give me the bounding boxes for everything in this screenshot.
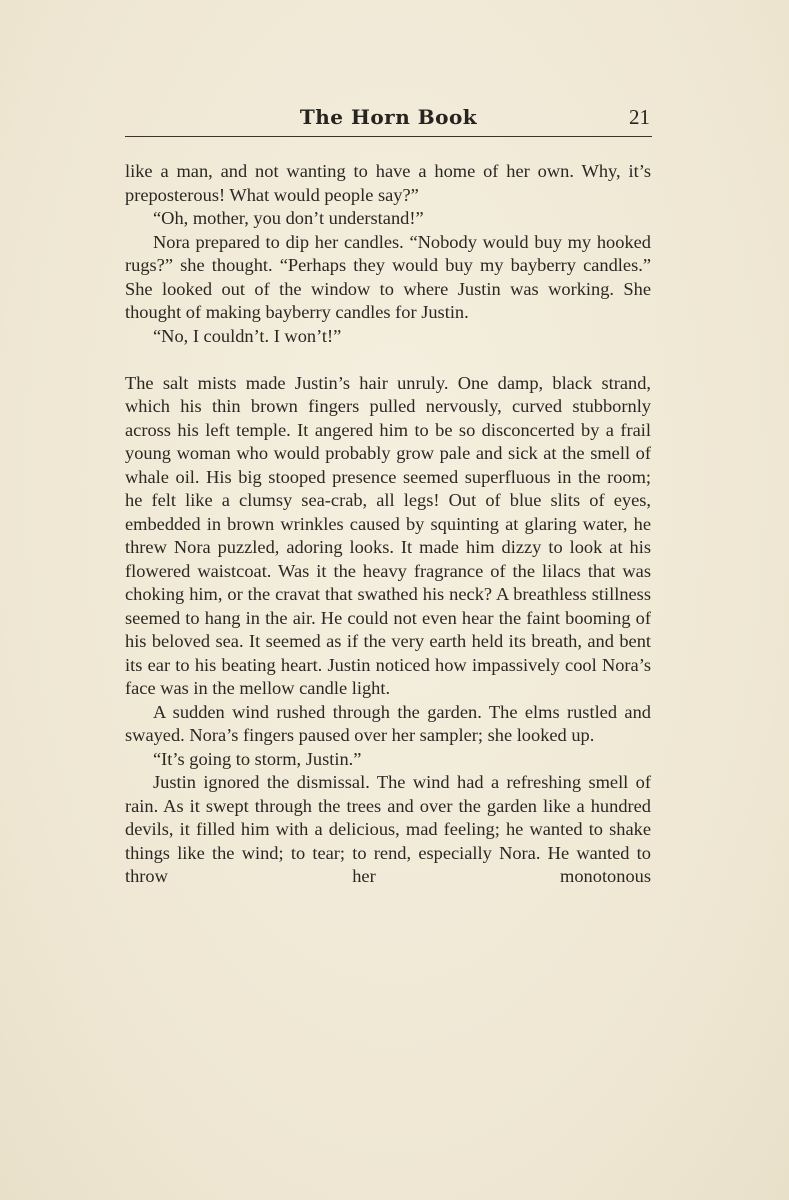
running-head <box>125 103 652 133</box>
paragraph: “Oh, mother, you don’t understand!” <box>153 208 424 228</box>
page-number: 21 <box>629 105 650 129</box>
paragraph: Justin ignored the dismissal. The wind had a refreshing smell of rain. As it swept through the trees and over the garden like a hundred devils, it filled him with a delicious, mad feeling; he wanted to shake things like the wind; to tear; to rend, especially Nora. He wanted to throw her monotonous <box>125 772 651 886</box>
paragraph: A sudden wind rushed through the garden. The elms rustled and swayed. Nora’s fingers paused over her sampler; she looked up. <box>125 701 651 745</box>
paragraph: “No, I couldn’t. I won’t!” <box>153 325 342 346</box>
body-text <box>125 160 651 889</box>
paragraph: The salt mists made Justin’s hair unruly. One damp, black strand, which his thin brown fingers pulled nervously, curved stubbornly across his left temple. It angered him to be so disconcerted by a frail young woman who would probably grow pale and sick at the smell of whale oil. His big stooped presence seemed superfluous in the room; he felt like a clumsy sea-crab, all legs! Out of blue slits of eyes, embedded in brown wrinkles caused by squinting at glaring water, he threw Nora puzzled, adoring looks. It made him dizzy to look at his flowered waistcoat. Was it the heavy fragrance of the lilacs that was choking him, or the cravat that swathed his neck? A breathless stillness seemed to hang in the air. He could not even hear the faint booming of his beloved sea. It seemed as if the very earth held its breath, and bent its ear to his beating heart. Justin noticed how impassively cool Nora’s face was in the mellow candle light. <box>125 372 651 698</box>
running-title: The Horn Book <box>299 105 478 129</box>
paragraph: “It’s going to storm, Justin.” <box>153 748 362 769</box>
header-rule <box>125 136 652 137</box>
paragraph: Nora prepared to dip her candles. “Nobody would buy my hooked rugs?” she thought. “Perhaps they would buy my bayberry candles.” She looked out of the window to where Justin was working. She thought of making bayberry candles for Justin. <box>125 231 651 322</box>
paragraph: like a man, and not wanting to have a home of her own. Why, it’s preposterous! What would people say?” <box>125 161 651 205</box>
